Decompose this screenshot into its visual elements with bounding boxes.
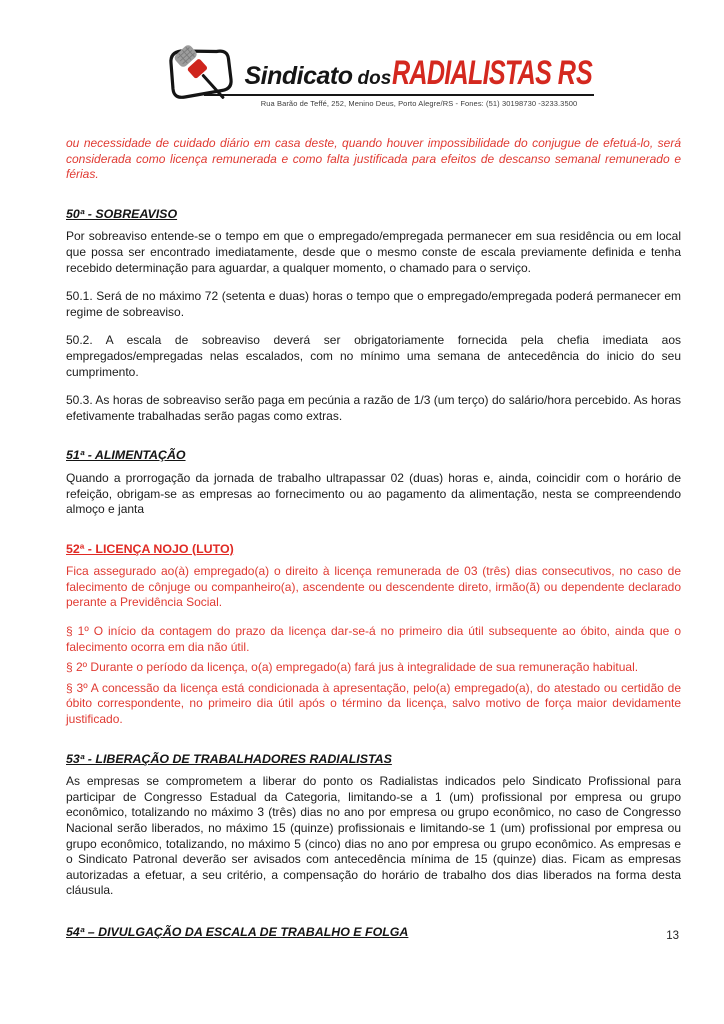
- logo-name-prefix: Sindicato: [244, 62, 353, 90]
- logo-name-main-group: [392, 54, 593, 93]
- clause-paragraph: § 1º O início da contagem do prazo da licença dar-se-á no primeiro dia útil subsequente ao óbito, ainda que o falecimento ocorra em dia não útil.: [66, 624, 681, 654]
- page-number: 13: [666, 930, 679, 942]
- logo: [160, 44, 593, 108]
- clause-52-title: 52ª - LICENÇA NOJO (LUTO): [66, 541, 234, 556]
- clause-paragraph: Fica assegurado ao(à) empregado(a) o direito à licença remunerada de 03 (três) dias consecutivos, no caso de falecimento de cônjuge ou companheiro(a), ascendente ou descendente direto, irmão(ã) ou dependente declarado perante a Previdência Social.: [66, 564, 681, 610]
- clause-paragraph: 50.3. As horas de sobreaviso serão paga em pecúnia a razão de 1/3 (um terço) do salário/hora percebido. As horas efetivamente trabalhadas serão pagas como extras.: [66, 393, 681, 423]
- clause-paragraph: 50.2. A escala de sobreaviso deverá ser obrigatoriamente fornecida pela chefia imediata aos empregados/empregadas nelas escalados, com no mínimo uma semana de antecedência do inicio do seu cumprimento.: [66, 333, 681, 379]
- logo-name-suffix: RS: [558, 54, 594, 92]
- clause-paragraph: As empresas se comprometem a liberar do ponto os Radialistas indicados pelo Sindicato Profissional para participar de Congresso Estadual da Categoria, limitando-se a 1 (um) profissional por empresa ou grupo econômico, totalizando no máximo 3 (três) dias no ano por empresa ou grupo econômico, no caso de Congresso Nacional serão liberados, no máximo 15 (quinze) profissionais e limitando-se 1 (um) profissional por empresa ou grupo econômico, totalizando, no máximo 5 (cinco) dias no ano por empresa ou grupo econômico. As empresas e o Sindicato Patronal deverão ser avisados com antecedência mínima de 15 (quinze) dias. Ficam as empresas autorizadas a efetuar, a seu critério, a compensação do horário de trabalho dos dias liberados na forma desta cláusula.: [66, 774, 681, 898]
- clause-50-title: 50ª - SOBREAVISO: [66, 206, 178, 221]
- intro-paragraph: ou necessidade de cuidado diário em casa deste, quando houver impossibilidade do conjugue de efetuá-lo, será considerada como licença remunerada e como falta justificada para efeitos de descanso semanal remunerado e férias.: [66, 136, 681, 182]
- logo-text: [204, 54, 593, 108]
- clause-paragraph: § 3º A concessão da licença está condicionada à apresentação, pelo(a) empregado(a), do atestado ou certidão de óbito correspondente, no primeiro dia útil após o término da licença, salvo motivo de força maior devidamente justificado.: [66, 680, 681, 727]
- clause-54-title: 54ª – DIVULGAÇÃO DA ESCALA DE TRABALHO E FOLGA: [66, 924, 409, 939]
- document-header: [0, 0, 724, 108]
- logo-name-connector: dos: [357, 68, 392, 89]
- clause-paragraph: § 2º Durante o período da licença, o(a) empregado(a) fará jus à integralidade de sua remuneração habitual.: [66, 660, 639, 675]
- logo-address: Rua Barão de Teffé, 252, Menino Deus, Porto Alegre/RS - Fones: (51) 30198730 -3233.3500: [260, 99, 578, 108]
- clause-51-title: 51ª - ALIMENTAÇÃO: [66, 448, 186, 463]
- clause-paragraph: Por sobreaviso entende-se o tempo em que o empregado/empregada permanecer em sua residência ou em local que possa ser encontrado imediatamente, desde que o mesmo conste de escala previamente definida e tenha recebido determinação para aguardar, a qualquer momento, o chamado para o serviço.: [66, 229, 681, 275]
- clause-53-title: 53ª - LIBERAÇÃO DE TRABALHADORES RADIALISTAS: [66, 751, 392, 766]
- logo-name-row: [204, 54, 593, 96]
- microphone-icon: [160, 44, 244, 106]
- document-body: [0, 136, 724, 941]
- logo-name-main: RADIALISTAS: [392, 54, 552, 92]
- clause-paragraph: Quando a prorrogação da jornada de trabalho ultrapassar 02 (duas) horas e, ainda, coincidir com o horário de refeição, obrigam-se as empresas ao fornecimento ou ao pagamento da alimentação, nesta se compreendendo almoço e janta: [66, 470, 681, 517]
- clause-paragraph: 50.1. Será de no máximo 72 (setenta e duas) horas o tempo que o empregado/empregada poderá permanecer em regime de sobreaviso.: [66, 289, 681, 319]
